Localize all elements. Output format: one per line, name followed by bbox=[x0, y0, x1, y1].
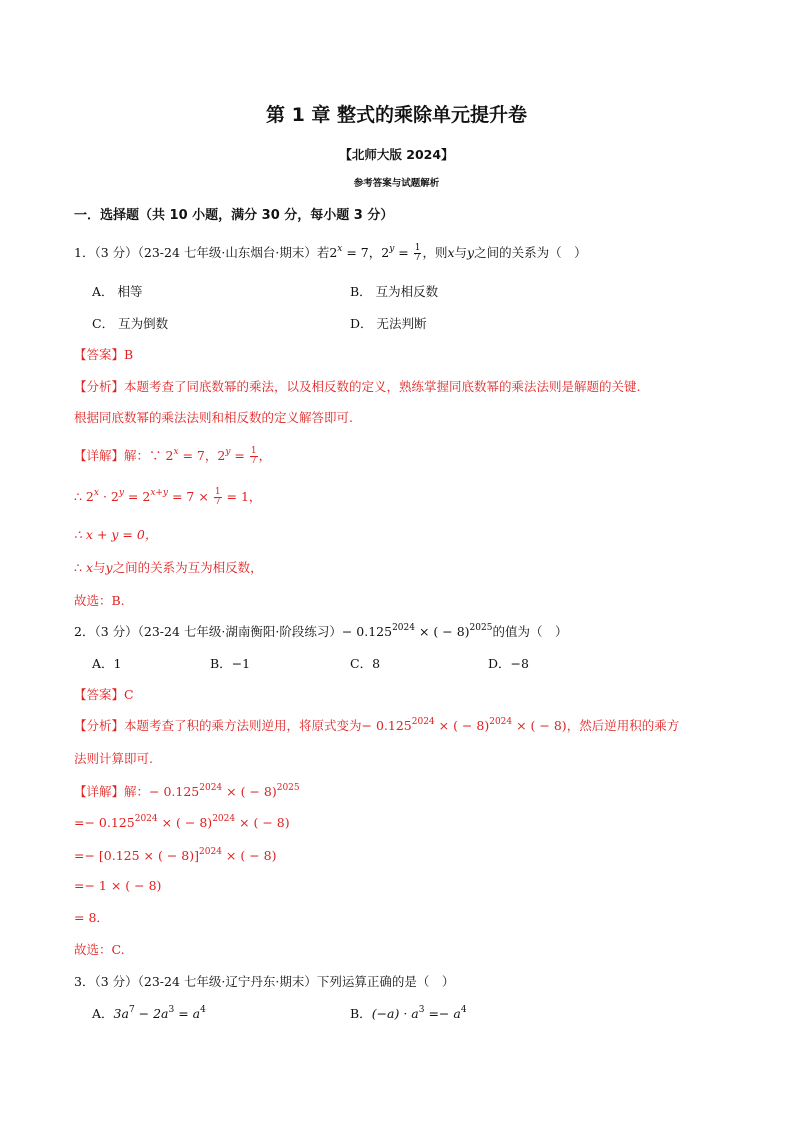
q2-analysis-1a: 【分析】本题考查了积的乘方法则逆用，将原式变为 bbox=[74, 718, 362, 733]
q2-analysis-line-1 bbox=[74, 718, 679, 733]
q2-analysis-expr-b: × ( − 8) bbox=[434, 718, 490, 733]
q1-answer: 【答案】B bbox=[74, 347, 134, 362]
q2-prefix: 2．（3 分）（23-24 七年级·湖南衡阳·阶段练习） bbox=[74, 624, 342, 639]
q1-step1-d: = 7 × bbox=[168, 489, 213, 504]
q1-detail-eq-c: = bbox=[230, 448, 249, 463]
q1-detail-fraction bbox=[250, 447, 258, 466]
q2-analysis-sup2: 2024 bbox=[489, 717, 513, 727]
q2-step-3: =− 1 × ( − 8) bbox=[74, 878, 162, 893]
q2-option-d-letter: D． bbox=[488, 656, 511, 671]
q2-line2-a: =− [0.125 × ( − 8)] bbox=[74, 848, 200, 863]
q2-line1-a: =− 0.125 bbox=[74, 815, 135, 830]
q2-option-b-letter: B． bbox=[210, 656, 232, 671]
q1-detail-eq-a: 2 bbox=[165, 448, 174, 463]
q1-detail-label: 【详解】解：∵ bbox=[74, 448, 166, 463]
q3-opta-sup3: 4 bbox=[200, 1005, 206, 1015]
q2-option-c-text: 8 bbox=[372, 656, 381, 671]
q3-option-a bbox=[92, 1006, 206, 1021]
q1-detail-line bbox=[74, 447, 271, 466]
q1-option-a-letter: A． bbox=[92, 284, 114, 299]
q1-suffix-b: 之间的关系为（ ） bbox=[474, 245, 587, 260]
q1-step1-frac-num: 1 bbox=[214, 487, 221, 497]
q2-option-a bbox=[92, 656, 121, 671]
q2-analysis-expr-c: × ( − 8) bbox=[512, 718, 567, 733]
q1-step1-sup-xy: x+y bbox=[150, 488, 169, 498]
q2-suffix: 的值为（ ） bbox=[492, 624, 568, 639]
q1-step3-c: 之间的关系为互为相反数， bbox=[112, 560, 263, 575]
q3-optb-sup1: 3 bbox=[418, 1005, 425, 1015]
q1-suffix-a: ，则 bbox=[422, 245, 448, 260]
q2-step-2 bbox=[74, 848, 276, 863]
q1-eq2-exp: y bbox=[389, 244, 395, 254]
q2-step-1 bbox=[74, 815, 290, 830]
q1-eq1-base: 2 bbox=[329, 245, 338, 260]
q2-option-d-text: −8 bbox=[510, 656, 529, 671]
q2-answer: 【答案】C bbox=[74, 687, 134, 702]
q2-line1-b: × ( − 8) bbox=[157, 815, 213, 830]
q2-option-a-letter: A． bbox=[92, 656, 114, 671]
q1-detail-frac-den: 7 bbox=[250, 456, 257, 466]
q3-option-b bbox=[350, 1006, 467, 1021]
q1-detail-sup-x: x bbox=[173, 447, 179, 457]
q1-step1-sup-y: y bbox=[118, 488, 124, 498]
q1-eq2-equals: = bbox=[394, 245, 413, 260]
q2-expr-sup1: 2024 bbox=[392, 623, 415, 633]
q1-step1-fraction bbox=[214, 488, 222, 507]
q1-step1-e: = 1， bbox=[222, 489, 262, 504]
q2-analysis-line-2: 法则计算即可. bbox=[74, 751, 153, 766]
q2-expr-sup2: 2025 bbox=[469, 623, 493, 633]
q2-analysis-expr-a: − 0.125 bbox=[361, 718, 412, 733]
question-2-stem bbox=[74, 624, 567, 639]
q1-detail-end: ， bbox=[258, 448, 272, 463]
q1-var-y: y bbox=[467, 245, 475, 260]
q2-line1-sup: 2024 bbox=[134, 814, 158, 824]
q1-option-b bbox=[350, 284, 438, 299]
q1-option-a-text: 相等 bbox=[117, 284, 143, 299]
q2-option-b-text: −1 bbox=[231, 656, 251, 671]
q1-step3-y: y bbox=[105, 560, 113, 575]
q1-option-a bbox=[92, 284, 143, 299]
q2-option-a-text: 1 bbox=[113, 656, 122, 671]
q1-var-x: x bbox=[447, 245, 455, 260]
q3-optb-a: (−a) · a bbox=[371, 1006, 419, 1021]
q3-opta-sup2: 3 bbox=[168, 1005, 175, 1015]
q1-step3-a: ∴ bbox=[74, 560, 86, 575]
q1-step1-a: ∴ 2 bbox=[74, 489, 94, 504]
q2-detail-b: × ( − 8) bbox=[222, 784, 277, 799]
q1-fraction-num: 1 bbox=[414, 243, 421, 253]
q1-analysis-line-1: 【分析】本题考查了同底数幂的乘法，以及相反数的定义，熟练掌握同底数幂的乘法法则是解题的关键. bbox=[74, 379, 641, 394]
q3-optb-b: =− a bbox=[424, 1006, 461, 1021]
q1-option-c bbox=[92, 316, 168, 331]
q1-fraction-den: 7 bbox=[414, 253, 421, 263]
q1-step-2: ∴ x + y = 0， bbox=[74, 527, 158, 542]
q1-eq1-rest: = 7， bbox=[342, 245, 382, 260]
q2-detail-sup2: 2025 bbox=[276, 783, 300, 793]
q1-step1-sup-x: x bbox=[93, 488, 99, 498]
question-3-stem: 3．（3 分）（23-24 七年级·辽宁丹东·期末）下列运算正确的是（ ） bbox=[74, 974, 455, 989]
q2-analysis-sup1: 2024 bbox=[411, 717, 435, 727]
answer-key-note: 参考答案与试题解析 bbox=[353, 178, 440, 189]
q2-option-c-letter: C． bbox=[350, 656, 373, 671]
question-1-stem bbox=[74, 244, 587, 263]
q1-step1-frac-den: 7 bbox=[214, 497, 221, 507]
q2-analysis-1b: ，然后逆用积的乘方 bbox=[566, 718, 680, 733]
q1-mid: 与 bbox=[454, 245, 468, 260]
q2-line2-b: × ( − 8) bbox=[221, 848, 277, 863]
q1-step-1 bbox=[74, 488, 261, 507]
q1-eq1-exp: x bbox=[337, 244, 343, 254]
q2-option-d bbox=[488, 656, 529, 671]
q2-detail-a: − 0.125 bbox=[149, 784, 200, 799]
q1-option-b-letter: B． bbox=[350, 284, 372, 299]
q1-option-c-letter: C． bbox=[92, 316, 115, 331]
q3-opta-b: − 2a bbox=[134, 1006, 169, 1021]
q2-line1-sup2: 2024 bbox=[212, 814, 236, 824]
q2-detail-label: 【详解】解： bbox=[74, 784, 150, 799]
section-heading-choice: 一．选择题（共 10 小题，满分 30 分，每小题 3 分） bbox=[74, 208, 394, 223]
q1-analysis-line-2: 根据同底数幂的乘法法则和相反数的定义解答即可. bbox=[74, 410, 353, 425]
q1-step3-x: x bbox=[85, 560, 93, 575]
q1-option-d bbox=[350, 316, 427, 331]
q1-detail-sup-y: y bbox=[225, 447, 231, 457]
q2-line2-sup: 2024 bbox=[199, 847, 222, 857]
q3-opta-a: 3a bbox=[113, 1006, 129, 1021]
q1-prefix: 1．（3 分）（23-24 七年级·山东烟台·期末）若 bbox=[74, 245, 330, 260]
q1-choose: 故选：B. bbox=[74, 593, 125, 608]
page-title: 第 1 章 整式的乘除单元提升卷 bbox=[265, 104, 528, 126]
q1-detail-frac-num: 1 bbox=[250, 446, 257, 456]
q3-opta-c: = a bbox=[174, 1006, 201, 1021]
q2-detail-sup1: 2024 bbox=[199, 783, 223, 793]
q1-step3-b: 与 bbox=[93, 560, 106, 575]
q2-expr-a: − 0.125 bbox=[341, 624, 393, 639]
q1-option-d-text: 无法判断 bbox=[376, 316, 427, 331]
edition-subtitle: 【北师大版 2024】 bbox=[339, 147, 454, 162]
q3-opta-sup1: 7 bbox=[128, 1005, 135, 1015]
q3-option-b-letter: B． bbox=[350, 1006, 372, 1021]
q2-option-b bbox=[210, 656, 250, 671]
q1-step-3 bbox=[74, 560, 263, 575]
q1-option-c-text: 互为倒数 bbox=[118, 316, 169, 331]
q2-step-4: = 8． bbox=[74, 910, 109, 925]
q1-option-d-letter: D． bbox=[350, 316, 373, 331]
q1-detail-eq-b: = 7，2 bbox=[178, 448, 226, 463]
q1-fraction bbox=[414, 244, 422, 263]
q2-expr-b: × ( − 8) bbox=[414, 624, 470, 639]
q1-step1-c: = 2 bbox=[123, 489, 151, 504]
q2-line1-c: × ( − 8) bbox=[235, 815, 290, 830]
q1-eq2-base: 2 bbox=[381, 245, 390, 260]
q1-option-b-text: 互为相反数 bbox=[375, 284, 439, 299]
q2-choose: 故选：C. bbox=[74, 942, 125, 957]
q1-step1-b: · 2 bbox=[98, 489, 119, 504]
q3-optb-sup2: 4 bbox=[460, 1005, 467, 1015]
q2-detail-line bbox=[74, 784, 300, 799]
q2-option-c bbox=[350, 656, 380, 671]
q3-option-a-letter: A． bbox=[92, 1006, 114, 1021]
